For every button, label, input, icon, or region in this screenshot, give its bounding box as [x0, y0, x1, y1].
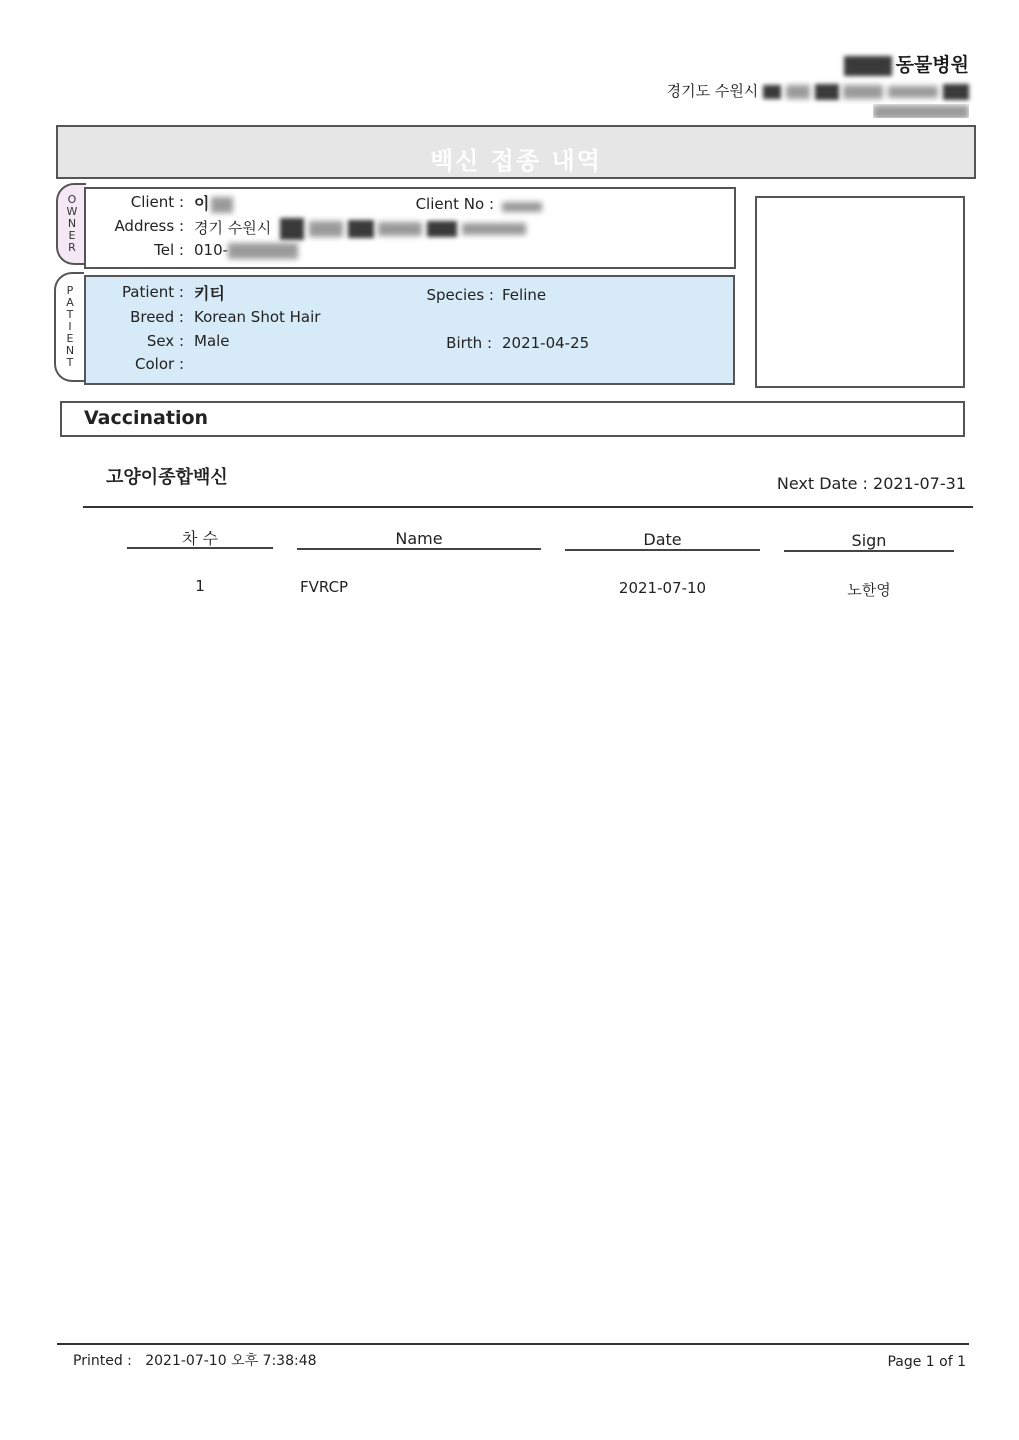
address-label: Address : [114, 217, 184, 235]
patient-tab-letter: I [68, 320, 72, 333]
patient-tab-letter: P [66, 284, 74, 297]
redaction-mark [348, 220, 374, 238]
redaction-mark [280, 218, 304, 240]
redaction-mark [943, 84, 969, 100]
redaction-mark [427, 221, 457, 237]
tel-label: Tel : [154, 241, 184, 259]
row-round: 1 [195, 577, 205, 595]
species-value: Feline [502, 286, 547, 304]
color-label: Color : [135, 355, 184, 373]
redaction-mark [462, 223, 526, 235]
patient-tab-letter: E [66, 332, 74, 345]
tel-value: 010- [194, 241, 298, 259]
sex-value: Male [194, 332, 230, 350]
printed-timestamp: Printed : 2021-07-10 오후 7:38:48 [73, 1353, 317, 1369]
owner-tab-letter: E [68, 229, 76, 242]
row-sign: 노한영 [847, 581, 891, 599]
vaccine-name: 고양이종합백신 [106, 467, 228, 488]
column-underline [127, 547, 273, 549]
client-label: Client : [130, 193, 184, 211]
owner-tab-letter: N [67, 217, 77, 230]
redaction-mark [815, 84, 839, 100]
row-vaccine-name: FVRCP [300, 578, 349, 596]
patient-label: Patient : [121, 283, 184, 301]
birth-label: Birth : [446, 334, 492, 352]
breed-value: Korean Shot Hair [194, 308, 321, 326]
redaction-mark [378, 222, 422, 236]
column-header-sign: Sign [851, 531, 887, 550]
row-date: 2021-07-10 [618, 579, 707, 597]
hospital-name: 동물병원 [844, 50, 969, 77]
client-no-label: Client No : [415, 195, 494, 213]
column-underline [297, 548, 541, 550]
redaction-mark [211, 197, 233, 213]
redaction-mark [786, 85, 810, 99]
hospital-address: 경기도 수원시 [667, 80, 969, 101]
document-title-bar [56, 125, 976, 179]
patient-photo-box [755, 196, 965, 388]
owner-tab-letter: W [66, 205, 78, 218]
patient-tab-letter: T [66, 356, 74, 369]
section-title: Vaccination [84, 407, 209, 429]
species-label: Species : [426, 286, 494, 304]
column-underline [565, 549, 760, 551]
footer-divider [57, 1343, 969, 1345]
column-header-round: 차 수 [182, 529, 218, 548]
birth-value: 2021-04-25 [502, 334, 590, 352]
breed-label: Breed : [130, 308, 184, 326]
divider [83, 506, 973, 508]
client-value: 이 [194, 191, 233, 214]
redaction-mark [763, 85, 781, 99]
redaction-mark [843, 85, 883, 99]
patient-tab-letter: T [66, 308, 74, 321]
hospital-phone-redacted [873, 104, 969, 118]
column-header-date: Date [643, 530, 682, 549]
next-date: Next Date : 2021-07-31 [776, 474, 966, 493]
owner-panel [84, 187, 736, 269]
redaction-mark [844, 56, 892, 76]
sex-label: Sex : [146, 332, 184, 350]
page-number: Page 1 of 1 [887, 1354, 966, 1370]
owner-tab-letter: O [67, 193, 77, 206]
vaccination-section-header [60, 401, 965, 437]
redaction-mark [888, 86, 938, 98]
owner-tab-letter: R [68, 241, 76, 254]
redaction-mark [309, 221, 343, 237]
address-value: 경기 수원시 [194, 217, 526, 240]
client-no-value [502, 197, 542, 215]
patient-tab-letter: N [65, 344, 75, 357]
redaction-mark [502, 202, 542, 212]
patient-tab-letter: A [66, 296, 74, 309]
patient-panel [84, 275, 735, 385]
column-underline [784, 550, 954, 552]
patient-value: 키티 [194, 284, 225, 303]
document-title: 백신 접종 내역 [430, 147, 602, 175]
redaction-mark [228, 243, 298, 259]
column-header-name: Name [395, 529, 443, 548]
patient-side-tab [54, 272, 84, 382]
redaction-mark [873, 105, 969, 119]
owner-side-tab [56, 183, 86, 265]
